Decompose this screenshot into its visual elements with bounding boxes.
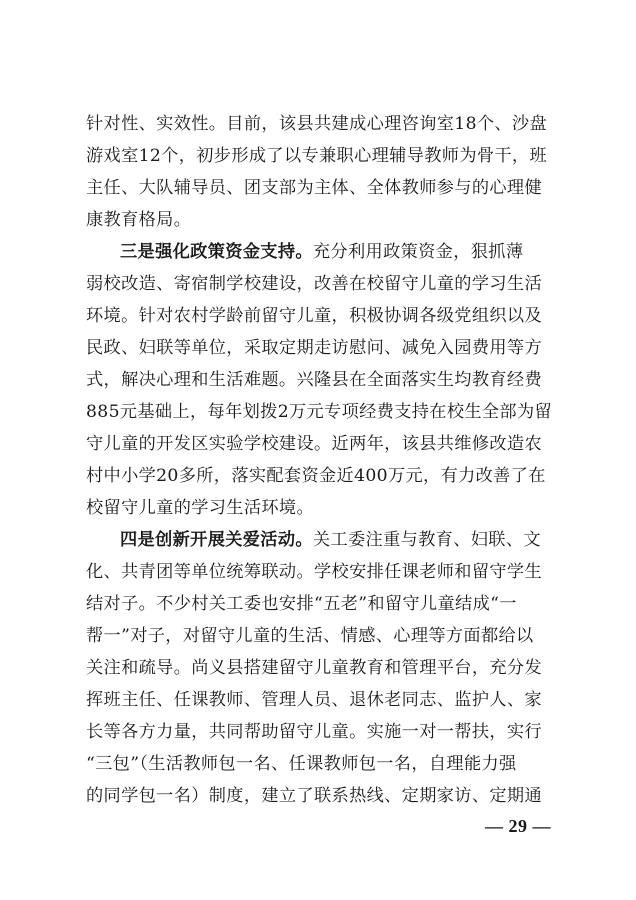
text-line: 康教育格局。: [86, 210, 192, 230]
text-line: 式，解决心理和生活难题。兴隆县在全面落实生均教育经费: [86, 370, 542, 390]
text-line: 主任、大队辅导员、团支部为主体、全体教师参与的心理健: [86, 178, 542, 198]
text-line: 民政、妇联等单位，采取定期走访慰问、减免入园费用等方: [86, 338, 542, 358]
text-line: 游戏室12个，初步形成了以专兼职心理辅导教师为骨干，班: [86, 146, 548, 166]
text-line: 化、共青团等单位统筹联动。学校安排任课老师和留守学生: [86, 562, 542, 582]
text-line: 结对子。不少村关工委也安排“五老”和留守儿童结成“一: [86, 594, 517, 614]
text-line: 守儿童的开发区实验学校建设。近两年，该县共维修改造农: [86, 434, 542, 454]
text-line: 校留守儿童的学习生活环境。: [86, 498, 314, 518]
paragraph-lead: 三是强化政策资金支持。: [120, 242, 313, 262]
body-text: [86, 108, 556, 812]
text-line: 885元基础上，每年划拨2万元专项经费支持在校生全部为留: [86, 402, 553, 422]
paragraph-first-line: [86, 236, 556, 268]
text-segment: 充分利用政策资金，狠抓薄: [312, 242, 524, 262]
text-line: 挥班主任、任课教师、管理人员、退休老同志、监护人、家: [86, 690, 542, 710]
text-line: 长等各方力量，共同帮助留守儿童。实施一对一帮扶，实行: [86, 722, 542, 742]
text-line: 的同学包一名）制度，建立了联系热线、定期家访、定期通: [86, 786, 542, 806]
text-line: 关注和疏导。尚义县搭建留守儿童教育和管理平台，充分发: [86, 658, 542, 678]
text-line: 村中小学20多所，落实配套资金近400万元，有力改善了在: [86, 466, 546, 486]
text-line: 弱校改造、寄宿制学校建设，改善在校留守儿童的学习生活: [86, 274, 542, 294]
text-line: 环境。针对农村学龄前留守儿童，积极协调各级党组织以及: [86, 306, 542, 326]
text-line: 帮一”对子，对留守儿童的生活、情感、心理等方面都给以: [86, 626, 534, 646]
text-segment: 关工委注重与教育、妇联、文: [312, 530, 541, 550]
text-line: “三包”（生活教师包一名、任课教师包一名，自理能力强: [86, 754, 517, 774]
paragraph-first-line: [86, 524, 556, 556]
text-line: 针对性、实效性。目前，该县共建成心理咨询室18个、沙盘: [86, 114, 548, 134]
paragraph-lead: 四是创新开展关爱活动。: [120, 530, 313, 550]
page-number: — 29 —: [485, 816, 551, 836]
